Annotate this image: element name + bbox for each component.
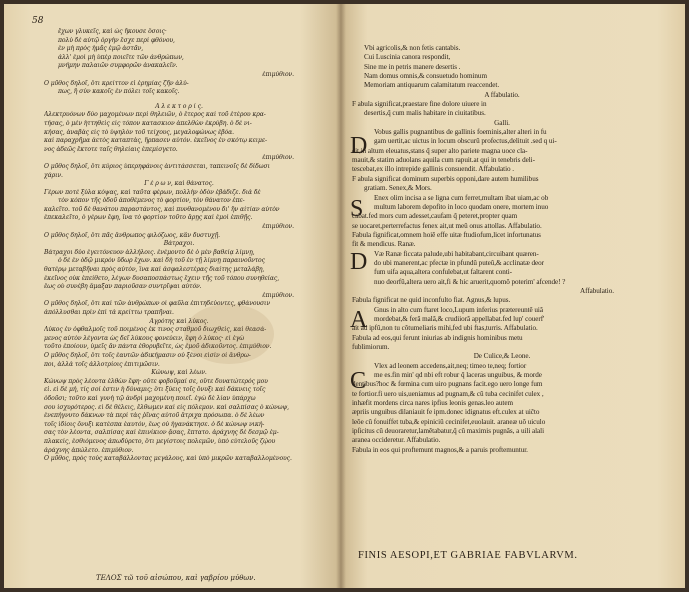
text-line: εἶ. εἰ δὲ μή, τίς σοί ἐστιν ἡ δύναμις; ὅτι ξύεις τοῖς ὄνυξι καὶ δάκνεις τοῖς bbox=[44, 386, 266, 394]
text-line: Ο μῦθος, πρὸς τοὺς καταβάλλοντας μεγάλους, καὶ ὑπὸ μικρῶν καταβαλλομένους. bbox=[44, 455, 292, 463]
text-line: σας τὸν λέοντα, σαλπίσας καὶ ἐπινίκιον ᾄσας, ἔπτατο. ἀράχνης δὲ δεσμῷ ἐμ- bbox=[44, 429, 279, 437]
text-line: cabat.fed mors cum adesset,caufam q̃ peteret,propter quam bbox=[352, 212, 518, 221]
text-line: Sine me in petris manere desertis . bbox=[364, 62, 461, 71]
text-line: desertis,q̃ cum malis habitare in ciuitatibus. bbox=[364, 109, 486, 118]
text-line: aranea occideretur. Affabulatio. bbox=[352, 436, 441, 445]
text-line: Cui Luscinia canora respondit, bbox=[364, 53, 451, 62]
text-line: F abula significat dominum superbis opponi,dare autem humilibus bbox=[352, 174, 539, 183]
text-line: τήσας, ὁ μὲν ἡττηθεὶς εἰς τόπον κατασκιον ἀπελθὼν ἐκρύβη. ὁ δὲ νι- bbox=[44, 119, 252, 127]
text-line: ait ad ipfũ,non tu cõtumeliaris mihi,fed ubi ftas,turris. Affabulatio. bbox=[352, 324, 538, 333]
text-line: Nam domus omnis,& consuetudo hominum bbox=[364, 72, 487, 81]
text-line: do ubi manerent,ac pfectæ in pfundũ puteũ,& acclinatæ deor bbox=[374, 258, 545, 267]
text-line: Affabulatio. bbox=[580, 286, 614, 295]
text-line: Vbi agricolis,& non fetis cantabis. bbox=[364, 44, 461, 52]
text-line: ipſicitus cũ deuoraretur,lamẽtabatur,q̃ cũ maximis pugnãs, a uili alali bbox=[352, 427, 545, 436]
text-line: nuo deorfũ,altera uero ait,fi & hic aruerit,quomõ poterim' afcende! ? bbox=[374, 277, 566, 286]
text-line: De Culice,& Leone. bbox=[473, 352, 531, 361]
page-number: 58 bbox=[32, 16, 44, 26]
text-line: Γέρων ποτὲ ξύλα κόψας, καὶ ταῦτα φέρων, πολλὴν ὁδὸν ἐβάδιζε. διὰ δὲ bbox=[44, 188, 261, 196]
text-line: Galli. bbox=[494, 118, 510, 127]
open-book bbox=[4, 4, 685, 588]
text-line: Enex olim incisa a se ligna cum ferret,multam ibat uiam,ac ob bbox=[374, 193, 549, 202]
text-line: ἐπιμύθιον. bbox=[262, 154, 294, 162]
text-line: τοῦτο ἐποίουν, ὑμεῖς ἂν πάντα ἐθορυβεῖτε, ὡς ἐμοῦ ἀδικοῦντος. ἐπιμύθιον. bbox=[44, 343, 272, 351]
initial-a: A bbox=[350, 307, 368, 333]
text-line: leõe cũ fonuiffet tuba,& epiniciũ cecinifet,euolauit. araneæ uõ uiculo bbox=[352, 417, 546, 426]
text-line: ἀράχνης ἀπώλετο. ἐπιμύθιον. bbox=[44, 446, 134, 454]
text-line: fum uifa aqua,altera confulebat,ut faltarent conti- bbox=[374, 268, 513, 277]
text-line: μνήμην παλαιῶν συμφορῶν ἀνακαλεῖν. bbox=[58, 62, 178, 70]
text-line: Fabula fignificat ne quid inconfulto fiat. Agnus,& lupus. bbox=[352, 296, 511, 305]
right-page bbox=[340, 4, 685, 588]
text-line: te fortior.fi uero uis,ueniamus ad pugnam,& cũ tuba cecinifet culex , bbox=[352, 389, 544, 398]
text-line: ποι, ἀλλὰ τοῖς ἀλλοτρίοις ἐπιτιμῶσιν. bbox=[44, 360, 160, 368]
text-line: Κώνωψ πρὸς λέοντα ἐλθὼν ἔφη· οὔτε φοβοῦμαί σε, οὔτε δυνατώτερός μου bbox=[44, 377, 268, 385]
finis-colophon: FINIS AESOPI,ET GABRIAE FABVLARVM. bbox=[358, 550, 578, 561]
initial-c: C bbox=[350, 368, 367, 394]
text-line: Fabula ad eos,qui ferunt iniurias ab indignis hominibus metu bbox=[352, 333, 523, 342]
text-line: νος ἀδεῶς ἔκτοτε ταῖς θηλείαις ἐπεμίσγετο. bbox=[44, 145, 178, 153]
text-line: ἕως οὗ συνέβη ἅμαξαν παριοῦσαν συντρῖψαι αὐτόν. bbox=[44, 283, 202, 291]
text-line: ἔχων γλυκεῖς, καὶ ὡς ἤκουσε ὅσοις· bbox=[58, 28, 167, 35]
text-line: gratiam. Senex,& Mors. bbox=[364, 184, 432, 193]
text-line: τοῖς ἰδίοις ὄνυξι κατέσπα ἑαυτόν, ἕως οὗ ἠγανάκτησε. ὁ δὲ κώνωψ νική- bbox=[44, 420, 265, 428]
text-line: æpriis unguibus dilaniauit fe ipm.donec idignatus eft.culex at uiĉto bbox=[352, 408, 540, 417]
text-line: Vlex ad leonem accedens,ait,neq; timeo te,neq; fortior bbox=[374, 361, 527, 370]
text-line: tescebat,ex illo intrepide gallinis consuendit. Affabulatio . bbox=[352, 165, 515, 174]
text-line: τὸν κόπον τῆς ὁδοῦ ἀποθέμενος τὸ φορτίον, τὸν θάνατον ἐπε- bbox=[58, 197, 245, 205]
text-line: Ο μῦθος δηλοῖ, ὅτι καὶ τῶν ἀνθρώπων οἱ φαῦλα ἐπιτηδεύοντες, φθάνουσιν bbox=[44, 300, 270, 308]
text-line: fublimiorum. bbox=[352, 343, 390, 351]
text-line: κήσας, ἀναβὰς εἰς τὸ ὑψηλὸν τοῦ τείχους, μεγαλοφώνως ἐβόα. bbox=[44, 128, 234, 136]
text-line: F abula significat,praestare fine dolore uiuere in bbox=[352, 100, 487, 109]
latin-text-block bbox=[352, 44, 652, 455]
text-line: ἐνεπήγνυτο δάκνων τὰ περὶ τὰς ῥῖνας αὐτοῦ ἄτριχα πρόσωπα. ὁ δὲ λέων bbox=[44, 412, 265, 420]
text-line: καλεῖτο. τοῦ δὲ θανάτου παραστάντος, καὶ πυνθανομένου δι' ἣν αἰτίαν αὐτὸν bbox=[44, 205, 280, 213]
left-page bbox=[4, 4, 340, 588]
greek-text-block bbox=[44, 28, 314, 464]
text-line: καὶ παραχρῆμα ἀετὸς καταπτὰς, ἥρπασεν αὐτόν. ἐκεῖνος ἐν σκότῳ κειμε- bbox=[44, 137, 268, 145]
text-line: πως, ἢ σὺν κακοῖς ἐν πόλει τοῖς κακοῖς. bbox=[58, 88, 180, 96]
initial-d: D bbox=[350, 133, 368, 159]
text-line: θατέρῳ μεταβῆναι πρὸς αὐτὸν, ἵνα καὶ ἀσφαλεστέρας διαίτης μεταλάβῃ, bbox=[44, 266, 265, 274]
initial-s: S bbox=[350, 196, 364, 222]
text-line: ἐπεκαλεῖτο, ὁ γέρων ἔφη, ἵνα τὸ φορτίον τοῦτο ἄρῃς καὶ ἐμοὶ ἐπιθῇς. bbox=[44, 214, 253, 222]
text-line: ὀδοῦσι; τοῦτο καὶ γυνὴ τῷ ἀνδρὶ μαχομένη ποιεῖ. ἐγὼ δὲ λίαν ὑπάρχω bbox=[44, 394, 256, 402]
text-line: Γ έ ρ ω ν, καὶ θάνατος. bbox=[144, 180, 214, 188]
text-line: Α λ ε κ τ ο ρ ί ς. bbox=[155, 102, 203, 110]
text-line: Ο μῦθος δηλοῖ, ὅτι τοῖς ἑαυτῶν ἀδικήμασιν οὐ ξένοι εἰσὶν οἱ ἄνθρω- bbox=[44, 351, 251, 359]
text-line: Gnus in alto cum ftaret loco,Lupum inferius prætereuntẽ uiã bbox=[374, 305, 543, 314]
text-line: χάριν. bbox=[44, 171, 63, 179]
text-line: ἐκεῖνος οὐκ ἐπείθετο, λέγων δυσαποσπάστως ἔχειν τῆς τοῦ τόπου συνηθείας, bbox=[44, 274, 280, 282]
text-line: Fabula in eos qui proftemunt magnos,& a paruis proftemuntur. bbox=[352, 445, 528, 454]
text-line: me es.fin min' qd nbi eft robur q̃ laceras unguibus, & morde bbox=[374, 371, 542, 380]
text-line: ἀπόλλυσθαι πρὶν ἐπὶ τὰ κρείττω τραπῆναι. bbox=[44, 309, 174, 316]
text-line: ἐν μὴ πρὸς ἡμᾶς ἐμῷ ἀστᾶν, bbox=[58, 45, 144, 53]
text-line: Κώνωψ, καὶ λέων. bbox=[151, 369, 207, 377]
text-line: Λύκος ἐν ὀφθαλμοῖς τοῦ ποιμένος ἐκ τινος σταθμοῦ διωχθεὶς, καὶ θεασά- bbox=[44, 326, 267, 334]
text-line: se uocaret,perterrefactus fenex ait,ut meũ onus attollas. Affabulatio. bbox=[352, 221, 542, 230]
text-line: A ffabulatio. bbox=[484, 90, 520, 99]
initial-d2: D bbox=[350, 249, 368, 275]
text-line: πλακεὶς, ἐσθιόμενος ἀπωδύρετο, ὅτι μεγίστοις πολεμῶν, ὑπὸ εὐτελοῦς ζῴου bbox=[44, 437, 276, 445]
text-line: Vobus gallis pugnantibus de gallinis foeminis,alter alteri in fu bbox=[374, 128, 547, 137]
text-line: Ο μῦθος δηλοῖ, ὅτι κύριος ὑπερηφάνοις ἀντιτάσσεται, ταπεινοῖς δὲ δίδωσι bbox=[44, 162, 270, 170]
text-line: Αγρότης καὶ λύκος. bbox=[149, 317, 209, 325]
text-line: mauit,& statim aduolans aquila cum rapuit.at qui in tenebris deli- bbox=[352, 156, 535, 165]
text-line: Fabula fignificat,omnem hoiẽ effe uitæ ftudiofum,licet infortunatus bbox=[352, 230, 541, 239]
text-line: cit,in altum eleuatus,stans q̃ super alto pariete magna uoce cla- bbox=[352, 146, 528, 155]
text-line: πολὺ δὲ αὐτῷ ὀργὴν ἔσχε περὶ φθόνου, bbox=[58, 36, 175, 44]
text-line: gam uertit,ac uictus in locum obscurũ profectus,delituit .sed q ui- bbox=[374, 137, 557, 146]
text-line: ἐπιμύθιον. bbox=[262, 223, 294, 231]
text-line: ἀλλ' ἐμοὶ μὴ ὑπὲρ ποιεῖτε τῶν ἀνθρώπων, bbox=[58, 53, 184, 61]
text-line: fit & mendicus. Ranæ. bbox=[352, 240, 416, 249]
text-line: Memoriam antiquarum calamitatum reaccendet. bbox=[364, 81, 500, 90]
text-line: Ο μῦθος δηλοῖ, ὅτι κρείττον εἶ ἐρημίας ζῆν ἀλύ- bbox=[44, 79, 189, 87]
text-line: dentibus?hoc & fœmina cum uiro pugnans facit.ego uero longe fum bbox=[352, 380, 543, 389]
text-line: Væ Ranæ ficcata palude,ubi habitabant,circuibant quæren- bbox=[374, 249, 539, 258]
text-line: inhæfit mordens circa nares ipfius leonis genas.leo autem bbox=[352, 399, 513, 408]
text-line: μενος αὐτὸν λέγοντα ὡς δεῖ λύκους φονεύειν, ἔφη ὁ λύκος· εἰ ἐγὼ bbox=[44, 334, 245, 342]
text-line: Αλεκτρυόνων δύο μαχομένων περὶ θηλειῶν, ὁ ἕτερος καὶ τοῦ ἑτέρου κρα- bbox=[44, 111, 266, 119]
text-line: mordebat,& ferã malã,& crudiiorã appellabat.fed lup' couerf' bbox=[374, 314, 545, 323]
text-line: ὁ δὲ ἐν ὁδῷ μικρὸν ὕδωρ ἔχων. καὶ δὴ τοῦ ἐν τῇ λίμνῃ παραινοῦντος bbox=[58, 257, 265, 265]
text-line: ἐπιμύθιον. bbox=[262, 70, 294, 78]
text-line: ἐπιμύθιον. bbox=[262, 291, 294, 299]
text-line: Βάτραχοι δύο ἐγειτόνευον ἀλλήλοις. ἐνέμοντο δὲ ὁ μὲν βαθείᾳ λίμνῃ, bbox=[44, 248, 255, 256]
text-line: σου ἰσχυρότερος. εἰ δὲ θέλεις, ἔλθωμεν καὶ εἰς πόλεμον. καὶ σαλπίσας ὁ κώνωψ, bbox=[44, 403, 290, 411]
text-line: Βάτραχοι. bbox=[163, 240, 195, 248]
greek-colophon: ΤΕΛΟΣ τῶ τοῦ αἰσώπου, καὶ γαβρίου μύθων. bbox=[96, 574, 256, 582]
text-line: Ο μῦθος δηλοῖ, ὅτι πᾶς ἄνθρωπος φιλόζωος, κἂν δυστυχῇ. bbox=[44, 231, 220, 239]
text-line: multum laborem depofito in loco quodam onere, mortem inuo bbox=[374, 202, 549, 211]
